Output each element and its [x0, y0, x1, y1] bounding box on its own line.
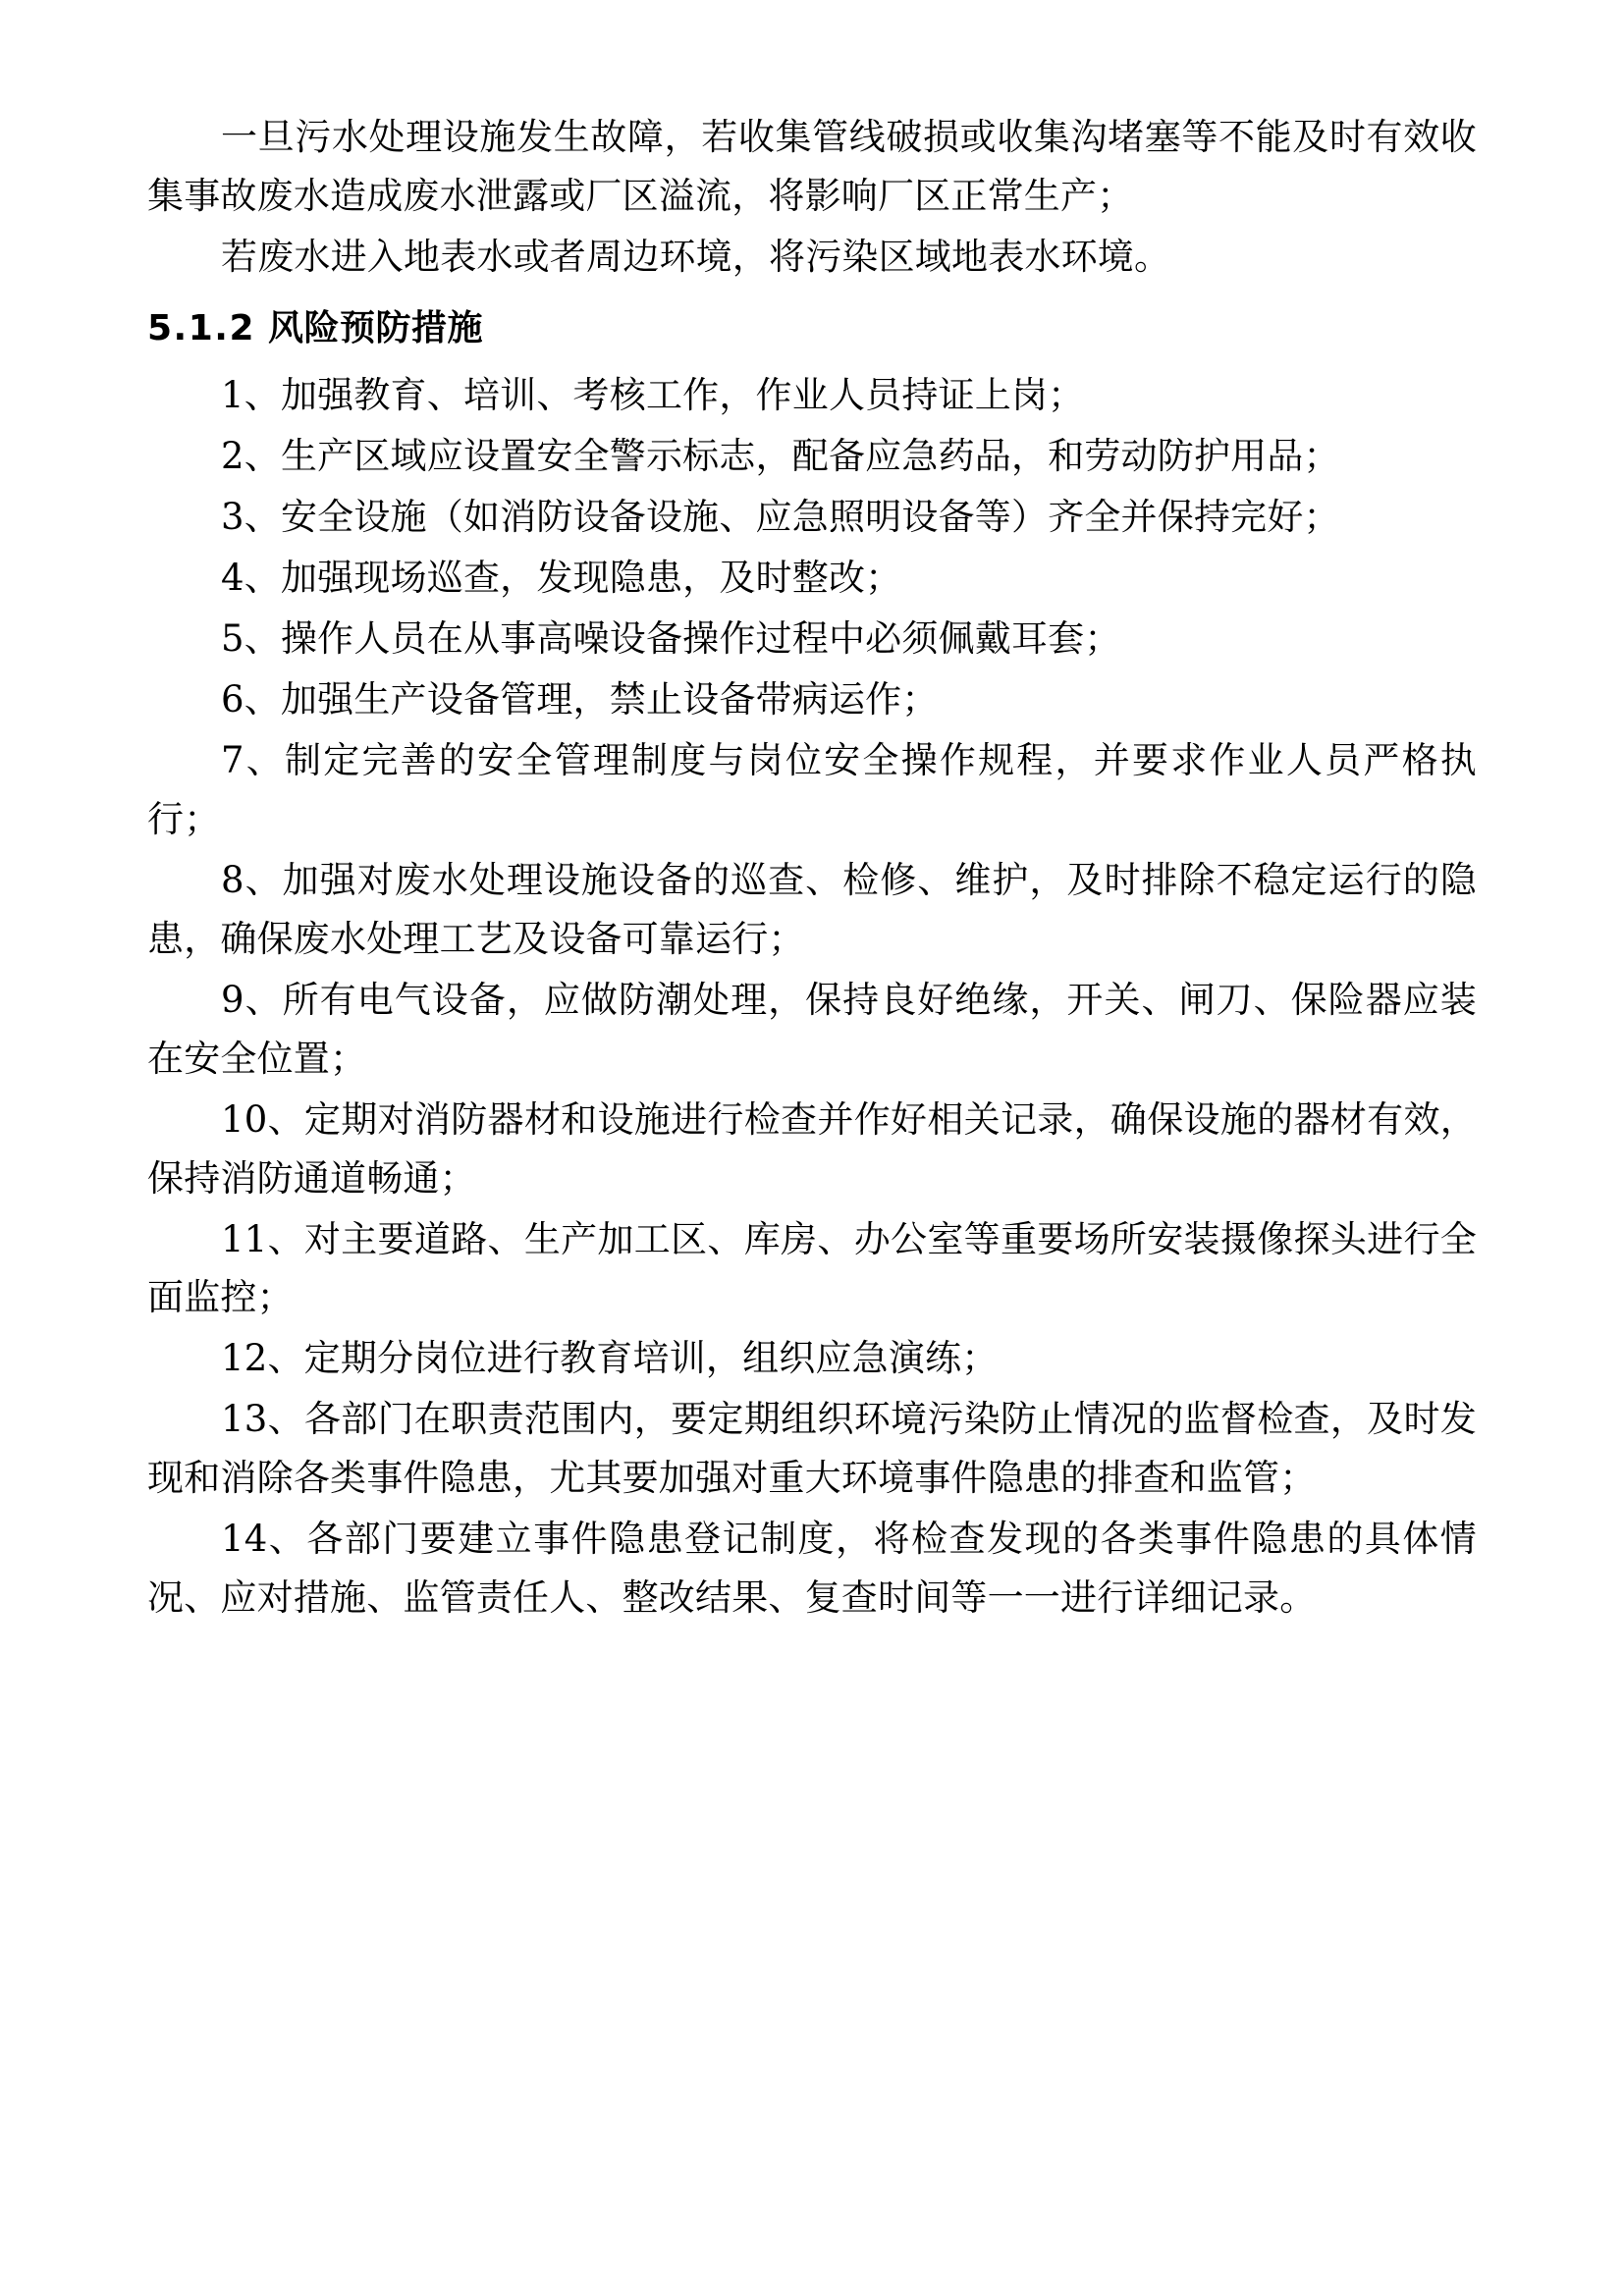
list-item: 13、各部门在职责范围内，要定期组织环境污染防止情况的监督检查，及时发现和消除各类事件隐患，尤其要加强对重大环境事件隐患的排查和监管；: [147, 1398, 1477, 1500]
list-item: 2、生产区域应设置安全警示标志，配备应急药品，和劳动防护用品；: [221, 435, 1340, 478]
intro-paragraph-1: 一旦污水处理设施发生故障，若收集管线破损或收集沟堵塞等不能及时有效收集事故废水造成废水泄露或厂区溢流，将影响厂区正常生产；: [147, 116, 1477, 217]
intro-paragraph-2: 若废水进入地表水或者周边环境，将污染区域地表水环境。: [221, 235, 1171, 278]
section-number: 5.1.2: [147, 307, 255, 348]
list-item: 8、加强对废水处理设施设备的巡查、检修、维护，及时排除不稳定运行的隐患，确保废水处理工艺及设备可靠运行；: [147, 858, 1477, 960]
list-item: 1、加强教育、培训、考核工作，作业人员持证上岗；: [221, 374, 1085, 417]
section-title: 风险预防措施: [268, 307, 484, 348]
list-item: 10、定期对消防器材和设施进行检查并作好相关记录，确保设施的器材有效，保持消防通道畅通；: [147, 1097, 1477, 1200]
list-item: 9、所有电气设备，应做防潮处理，保持良好绝缘，开关、闸刀、保险器应装在安全位置；: [147, 978, 1477, 1080]
list-item: 7、制定完善的安全管理制度与岗位安全操作规程，并要求作业人员严格执行；: [147, 739, 1477, 840]
list-item: 5、操作人员在从事高噪设备操作过程中必须佩戴耳套；: [221, 617, 1121, 661]
list-item: 4、加强现场巡查，发现隐患，及时整改；: [221, 557, 902, 600]
list-item: 11、对主要道路、生产加工区、库房、办公室等重要场所安装摄像探头进行全面监控；: [147, 1217, 1477, 1319]
list-item: 3、安全设施（如消防设备设施、应急照明设备等）齐全并保持完好；: [221, 496, 1340, 539]
list-item: 12、定期分岗位进行教育培训，组织应急演练；: [221, 1337, 999, 1380]
list-item: 14、各部门要建立事件隐患登记制度，将检查发现的各类事件隐患的具体情况、应对措施、监管责任人、整改结果、复查时间等一一进行详细记录。: [147, 1518, 1477, 1620]
section-heading: [147, 300, 1477, 357]
measures-list: [147, 366, 1477, 1628]
list-item: 6、加强生产设备管理，禁止设备带病运作；: [221, 678, 939, 721]
